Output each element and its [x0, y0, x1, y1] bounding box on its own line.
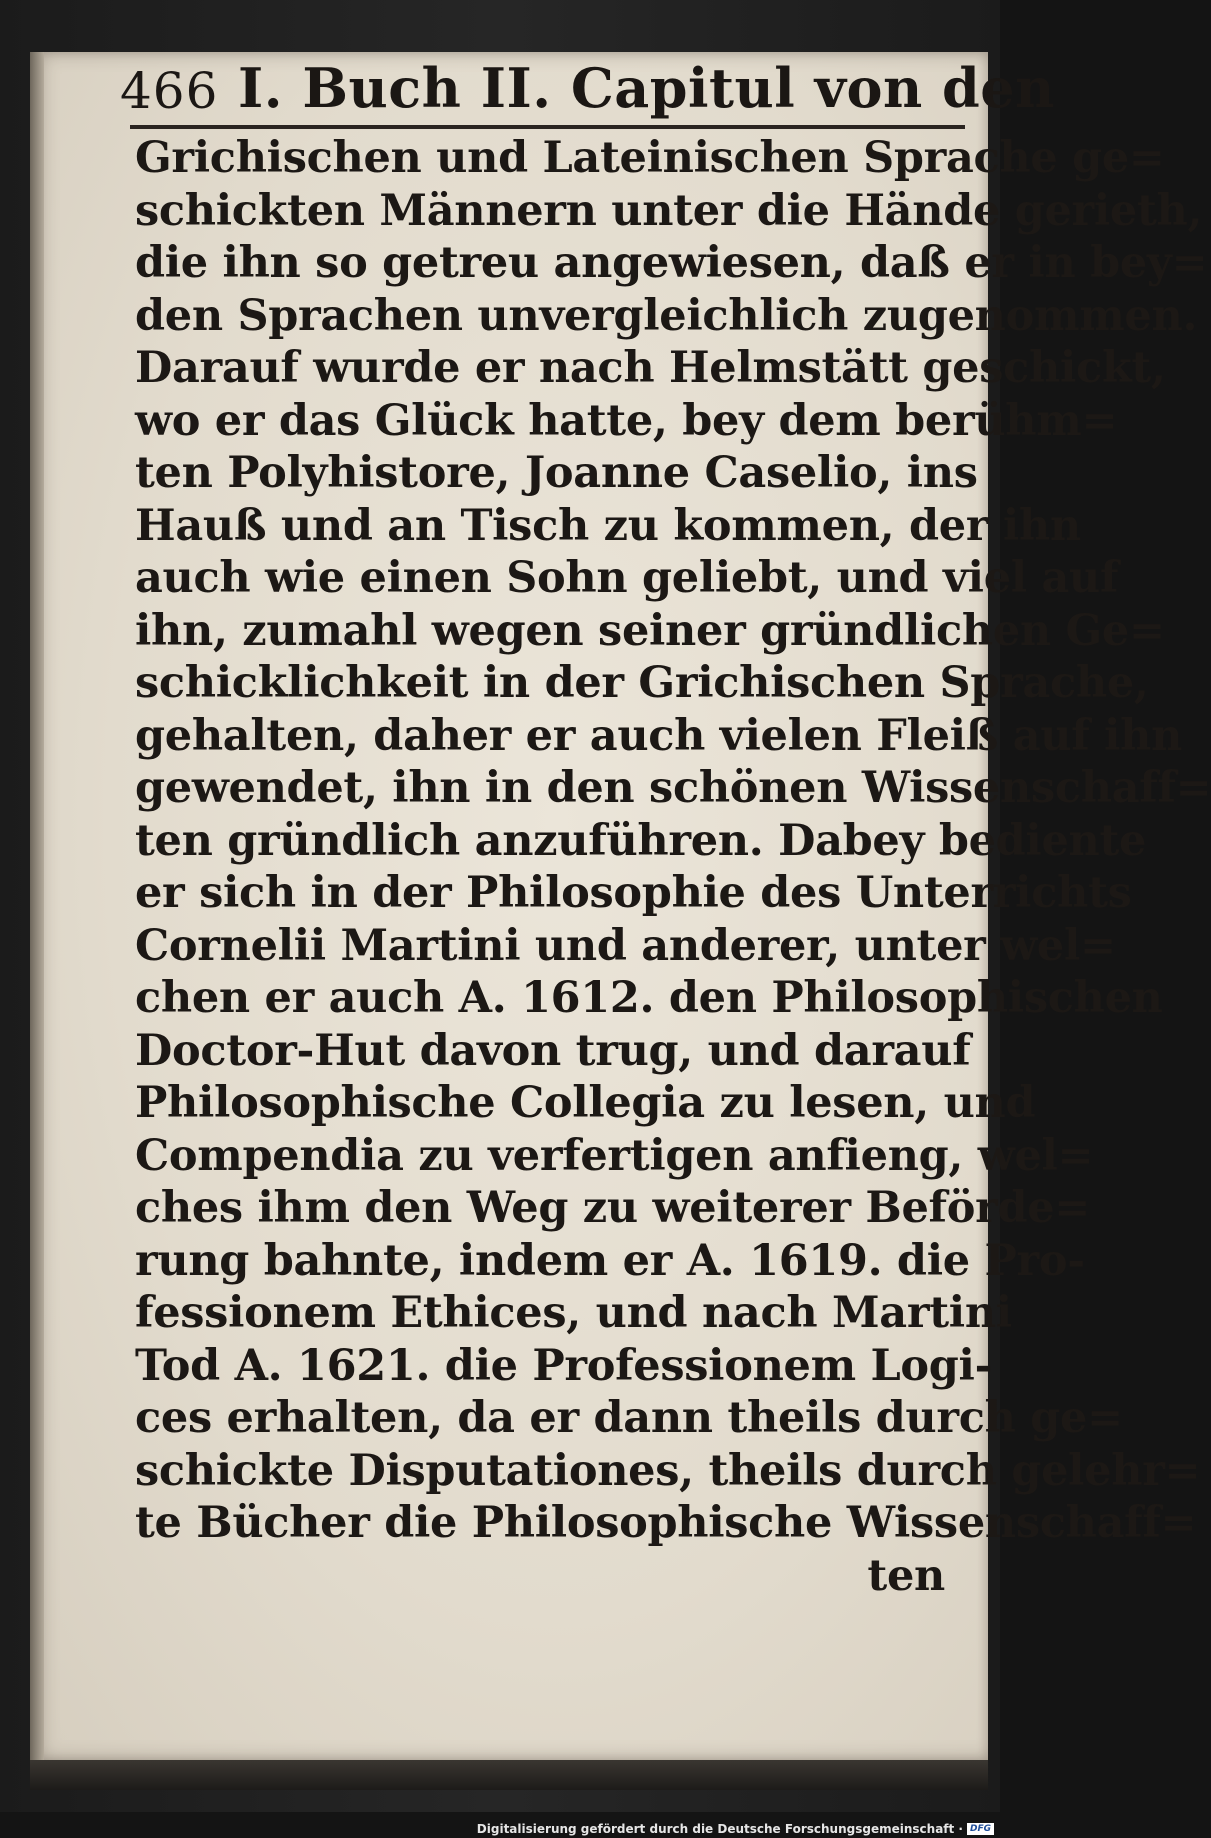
digitization-footer [477, 1820, 994, 1838]
text-line: den Sprachen unvergleichlich zugenommen. [135, 290, 1198, 341]
text-line: auch wie einen Sohn geliebt, und viel auf [135, 553, 1119, 603]
text-line: er sich in der Philosophie des Unterrichts [135, 868, 1132, 918]
text-line: Tod A. 1621. die Professionem Logi- [135, 1340, 993, 1391]
catchword: ten [867, 1550, 945, 1601]
text-line: gehalten, daher er auch vielen Fleiß auf ihn [135, 710, 1183, 761]
page-bottom-edge [30, 1760, 988, 1790]
page-gutter-shadow [30, 52, 44, 1760]
text-line: ches ihm den Weg zu weiterer Beförde= [135, 1183, 1090, 1233]
page-number: 466 [120, 62, 219, 120]
body-text [135, 132, 1211, 1602]
text-line: ihn, zumahl wegen seiner gründlichen Ge= [135, 605, 1165, 656]
text-line: ten Polyhistore, Joanne Caselio, ins [135, 448, 978, 498]
text-line: wo er das Glück hatte, bey dem berühm= [135, 395, 1118, 446]
text-line: Doctor-Hut davon trug, und darauf [135, 1025, 971, 1076]
text-line: Grichischen und Lateinischen Sprache ge= [135, 133, 1165, 183]
text-line: ten gründlich anzuführen. Dabey bediente [135, 815, 1147, 866]
text-line: schicklichkeit in der Grichischen Sprache, [135, 658, 1149, 708]
text-line: rung bahnte, indem er A. 1619. die Pro- [135, 1235, 1085, 1286]
text-line: Cornelii Martini und anderer, unter wel= [135, 920, 1116, 971]
text-line: Darauf wurde er nach Helmstätt geschickt, [135, 343, 1166, 393]
text-line: gewendet, ihn in den schönen Wissenschaff= [135, 763, 1211, 813]
text-line: te Bücher die Philosophische Wissenschaff= [135, 1498, 1197, 1548]
text-line: ces erhalten, da er dann theils durch ge= [135, 1393, 1123, 1443]
text-line: schickten Männern unter die Hände gerieth, [135, 185, 1203, 236]
text-line: Compendia zu verfertigen anfieng, wel= [135, 1130, 1094, 1181]
text-line: fessionem Ethices, und nach Martini [135, 1288, 1012, 1338]
text-line: chen er auch A. 1612. den Philosophischen [135, 973, 1163, 1023]
dfg-logo-icon: DFG [967, 1823, 994, 1835]
text-line: Philosophische Collegia zu lesen, und [135, 1078, 1036, 1128]
text-line: Hauß und an Tisch zu kommen, der ihn [135, 500, 1081, 551]
page-header [120, 44, 1055, 124]
text-line: die ihn so getreu angewiesen, daß er in bey= [135, 238, 1208, 288]
header-rule [130, 125, 965, 129]
funding-credit: Digitalisierung gefördert durch die Deutsche Forschungsgemeinschaft · [476, 1822, 963, 1836]
running-title: I. Buch II. Capitul von den [238, 56, 1055, 120]
text-line: schickte Disputationes, theils durch gelehr= [135, 1445, 1201, 1496]
